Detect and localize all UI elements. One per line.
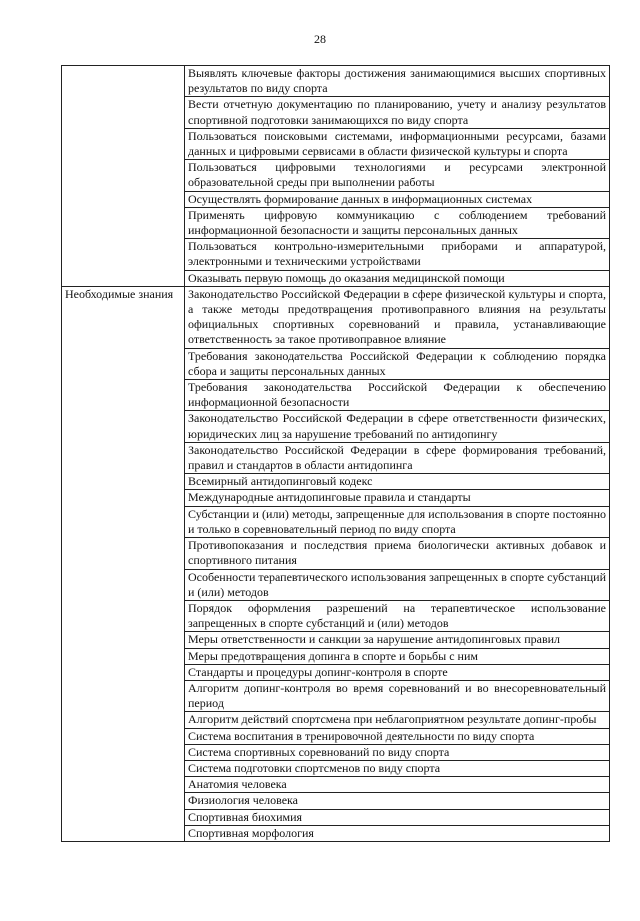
requirement-item: Осуществлять формирование данных в информационных системах xyxy=(185,191,610,207)
requirements-table xyxy=(61,65,610,842)
section-label-cell xyxy=(62,66,185,287)
requirement-item: Всемирный антидопинговый кодекс xyxy=(185,474,610,490)
requirement-item: Стандарты и процедуры допинг-контроля в спорте xyxy=(185,664,610,680)
requirement-item: Выявлять ключевые факторы достижения занимающимися высших спортивных результатов по виду спорта xyxy=(185,66,610,97)
requirement-item: Вести отчетную документацию по планированию, учету и анализу результатов спортивной подготовки занимающихся по виду спорта xyxy=(185,97,610,128)
requirement-item: Субстанции и (или) методы, запрещенные для использования в спорте постоянно и только в соревновательный период по виду спорта xyxy=(185,506,610,537)
requirement-item: Особенности терапевтического использования запрещенных в спорте субстанций и (или) методов xyxy=(185,569,610,600)
requirement-item: Алгоритм допинг-контроля во время соревнований и во внесоревновательный период xyxy=(185,680,610,711)
requirement-item: Пользоваться поисковыми системами, информационными ресурсами, базами данных и цифровыми сервисами в области физической культуры и спорта xyxy=(185,128,610,159)
requirement-item: Требования законодательства Российской Федерации к соблюдению порядка сбора и защиты персональных данных xyxy=(185,348,610,379)
requirement-item: Законодательство Российской Федерации в сфере формирования требований, правил и стандартов в области антидопинга xyxy=(185,442,610,473)
requirement-item: Система воспитания в тренировочной деятельности по виду спорта xyxy=(185,728,610,744)
requirement-item: Физиология человека xyxy=(185,793,610,809)
requirement-item: Порядок оформления разрешений на терапевтическое использование запрещенных в спорте субстанций и (или) методов xyxy=(185,600,610,631)
section-label: Необходимые знания xyxy=(65,286,174,301)
section-label-cell xyxy=(62,286,185,841)
requirement-item: Законодательство Российской Федерации в сфере физической культуры и спорта, а также методы предотвращения противоправного влияния на результаты официальных спортивных соревнований и правила, устанавливающие ответственность за такое противоправное влияние xyxy=(185,286,610,348)
requirement-item: Система спортивных соревнований по виду спорта xyxy=(185,744,610,760)
requirement-item: Меры ответственности и санкции за нарушение антидопинговых правил xyxy=(185,632,610,648)
table-body xyxy=(62,66,610,842)
requirement-item: Система подготовки спортсменов по виду спорта xyxy=(185,760,610,776)
page-number: 28 xyxy=(314,32,326,46)
requirement-item: Алгоритм действий спортсмена при неблагоприятном результате допинг-пробы xyxy=(185,712,610,728)
requirement-item: Меры предотвращения допинга в спорте и борьбы с ним xyxy=(185,648,610,664)
requirement-item: Применять цифровую коммуникацию с соблюдением требований информационной безопасности и защиты персональных данных xyxy=(185,207,610,238)
requirement-item: Пользоваться контрольно-измерительными приборами и аппаратурой, электронными и техническими устройствами xyxy=(185,239,610,270)
requirement-item: Противопоказания и последствия приема биологически активных добавок и спортивного питания xyxy=(185,538,610,569)
requirement-item: Анатомия человека xyxy=(185,777,610,793)
requirement-item: Спортивная морфология xyxy=(185,825,610,841)
requirement-item: Законодательство Российской Федерации в сфере ответственности физических, юридических лиц за нарушение требований по антидопингу xyxy=(185,411,610,442)
table-row xyxy=(62,66,610,97)
requirement-item: Оказывать первую помощь до оказания медицинской помощи xyxy=(185,270,610,286)
requirement-item: Требования законодательства Российской Федерации к обеспечению информационной безопасности xyxy=(185,380,610,411)
requirement-item: Пользоваться цифровыми технологиями и ресурсами электронной образовательной среды при выполнении работы xyxy=(185,160,610,191)
requirement-item: Спортивная биохимия xyxy=(185,809,610,825)
requirement-item: Международные антидопинговые правила и стандарты xyxy=(185,490,610,506)
table-row xyxy=(62,286,610,348)
